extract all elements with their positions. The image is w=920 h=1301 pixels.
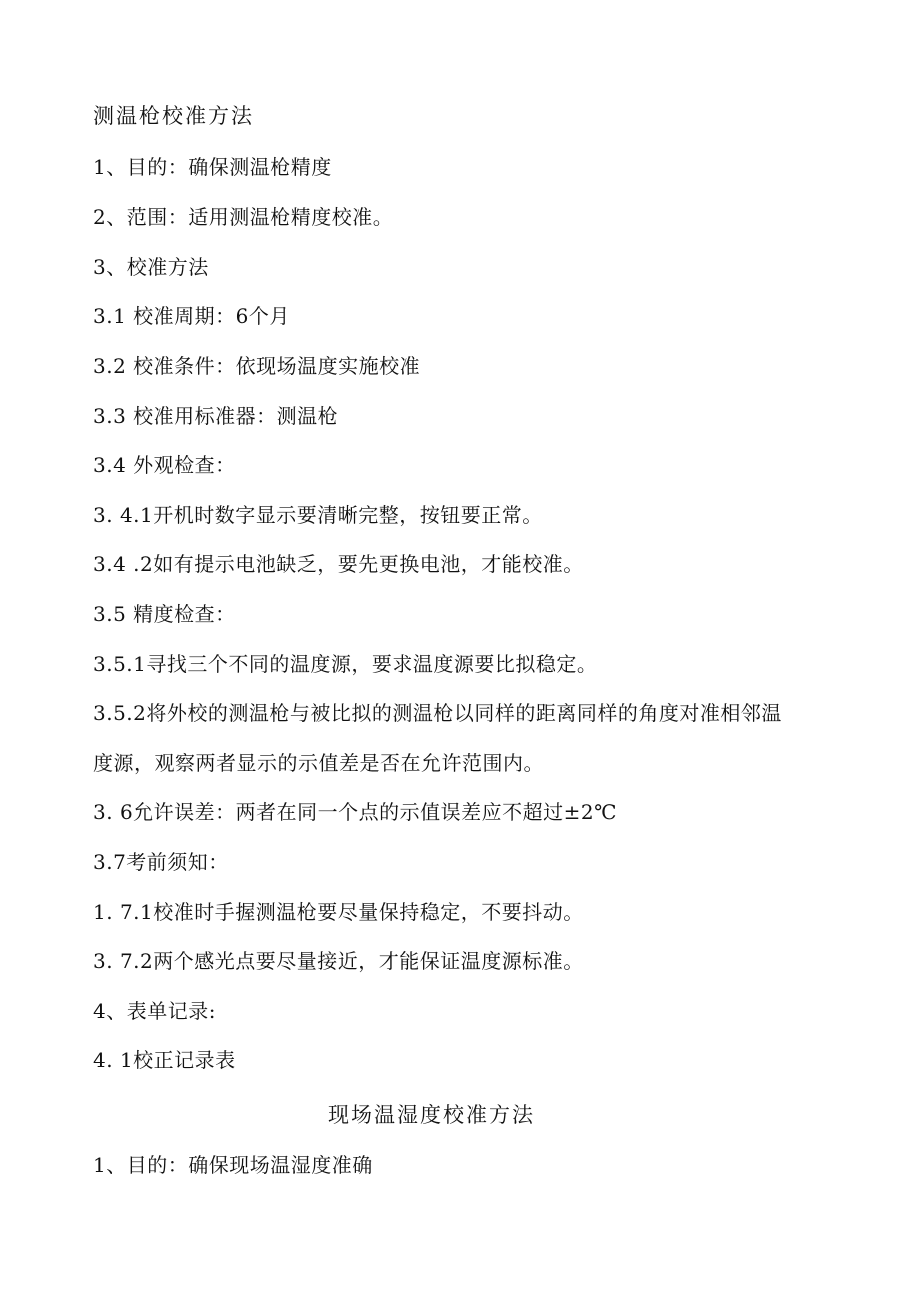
text-line: 3. 6允许误差：两者在同一个点的示值误差应不超过±2℃	[93, 800, 618, 824]
text-line: 3.2 校准条件：依现场温度实施校准	[93, 354, 421, 378]
text-line: 3. 4.1开机时数字显示要清晰完整，按钮要正常。	[93, 503, 543, 527]
text-line: 1. 7.1校准时手握测温枪要尽量保持稳定，不要抖动。	[93, 900, 584, 924]
section-title: 现场温湿度校准方法	[328, 1103, 535, 1127]
text-line: 3.5 精度检查：	[93, 602, 236, 626]
document-title: 测温枪校准方法	[93, 104, 254, 128]
text-line: 3.4 外观检查：	[93, 453, 236, 477]
text-line: 1、目的：确保现场温湿度准确	[93, 1153, 373, 1177]
text-line: 4. 1校正记录表	[93, 1048, 236, 1072]
text-line: 3、校准方法	[93, 255, 209, 279]
text-line: 3.3 校准用标准器：测温枪	[93, 404, 339, 428]
text-line: 3.1 校准周期：6个月	[93, 304, 290, 328]
text-line: 1、目的：确保测温枪精度	[93, 155, 332, 179]
text-line: 3. 7.2两个感光点要尽量接近，才能保证温度源标准。	[93, 949, 584, 973]
text-line: 4、表单记录:	[93, 999, 216, 1023]
text-line: 度源，观察两者显示的示值差是否在允许范围内。	[93, 751, 544, 775]
text-line: 3.5.1寻找三个不同的温度源，要求温度源要比拟稳定。	[93, 652, 598, 676]
text-line: 3.5.2将外校的测温枪与被比拟的测温枪以同样的距离同样的角度对准相邻温	[93, 701, 782, 725]
text-line: 2、范围：适用测温枪精度校准。	[93, 205, 394, 229]
text-line: 3.4 .2如有提示电池缺乏，要先更换电池，才能校准。	[93, 552, 584, 576]
text-line: 3.7考前须知：	[93, 850, 229, 874]
